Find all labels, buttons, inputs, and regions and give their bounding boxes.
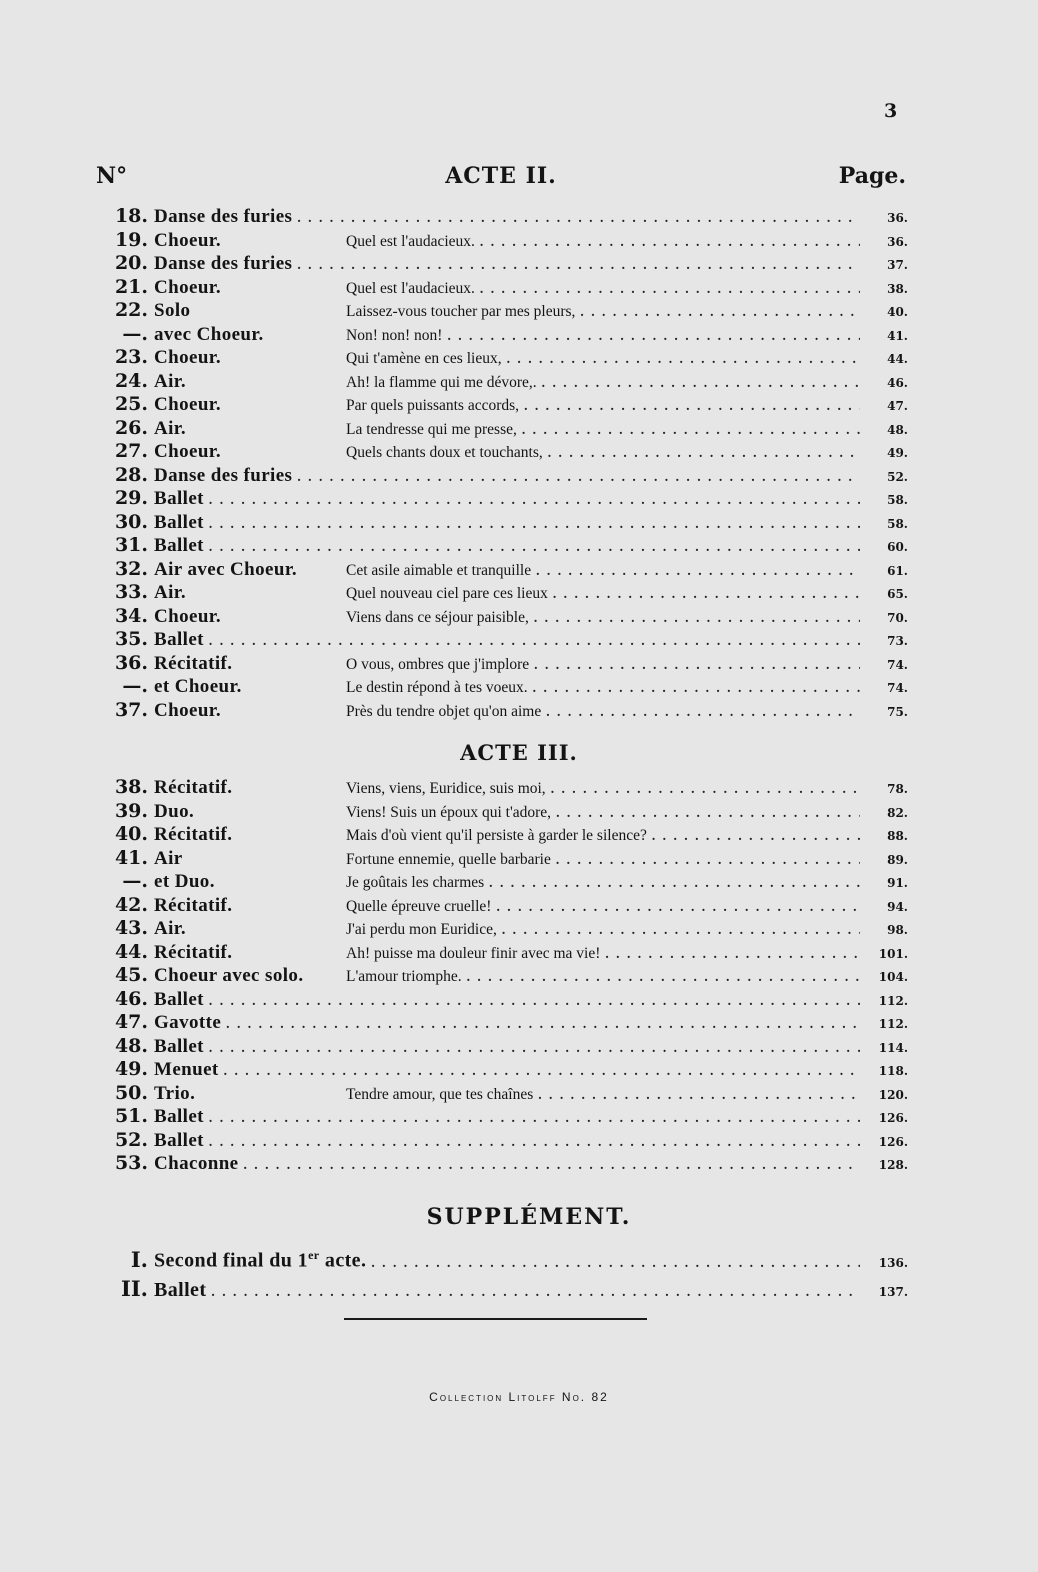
dot-leader [532,676,860,700]
toc-entry [96,323,908,347]
number-column-label: N° [96,163,128,189]
entry-page: 98. [887,923,908,937]
entry-incipit: Mais d'où vient qu'il persiste à garder le silence? [346,827,647,844]
dot-leader [208,989,860,1013]
entry-incipit: La tendresse qui me presse, [346,420,517,438]
entry-title: Choeur. [154,605,222,627]
entry-title: Air. [154,417,187,439]
entry-page: 70. [887,610,908,625]
dot-leader [296,253,860,277]
entry-number: 44. [114,940,148,963]
entry-number: I. [130,1246,148,1272]
entry-page: 52. [887,469,908,484]
toc-entry [96,988,908,1012]
toc-entry [96,440,908,464]
toc-entry [96,1082,908,1106]
entry-number: 31. [114,534,148,556]
entry-title: Gavotte [154,1012,222,1033]
dot-leader [208,535,860,559]
entry-title: Air avec Choeur. [154,558,298,580]
dot-leader [545,700,860,724]
entry-number: 22. [114,299,148,321]
entry-number: 18. [114,205,148,227]
dot-leader [552,582,860,606]
entry-page: 112. [878,993,908,1008]
collection-footer: Collection Litolff No. 82 [429,1390,609,1404]
entry-incipit: Le destin répond à tes voeux. [346,679,528,696]
entry-title: Danse des furies [154,464,293,486]
entry-title: Ballet [154,988,204,1010]
entry-title: Air. [154,370,187,392]
entry-title: Air. [154,918,187,939]
dot-leader [208,1036,860,1060]
entry-page: 41. [887,328,908,343]
dot-leader [446,324,860,348]
toc-entry [96,252,908,276]
entry-title: Ballet [154,1279,207,1301]
toc-entry [96,417,908,441]
entry-page: 118. [878,1064,908,1078]
entry-page: 48. [887,422,908,437]
toc-entry [96,847,908,871]
entry-incipit: Ah! la flamme qui me dévore,. [346,373,537,391]
entry-incipit: Tendre amour, que tes chaînes [346,1085,534,1103]
dot-leader [479,277,860,301]
entry-number: 47. [114,1011,148,1033]
entry-title: et Duo. [154,871,215,892]
entry-title: Trio. [154,1082,196,1104]
dot-leader [604,942,860,966]
dot-leader [208,488,860,512]
entry-incipit: Je goûtais les charmes [346,874,485,891]
entry-page: 36. [887,234,908,249]
dot-leader [550,777,860,801]
dot-leader [296,206,860,230]
dot-leader [521,418,860,442]
dot-leader [541,371,860,395]
toc-entry [96,1105,908,1129]
dot-leader [210,1274,860,1308]
entry-page: 120. [878,1087,908,1102]
toc-entry [96,1011,908,1035]
toc-entry [96,558,908,582]
act-2-heading: ACTE II. [445,163,557,189]
entry-page: 101. [878,946,908,961]
toc-entry [96,628,908,652]
entry-page: 44. [887,352,908,366]
entry-page: 137. [878,1285,908,1299]
toc-entry [96,370,908,394]
toc-entry [96,487,908,511]
toc-entry [96,675,908,699]
entry-page: 112. [878,1017,908,1031]
entry-title: avec Choeur. [154,323,264,345]
entry-number: 26. [114,416,148,439]
dot-leader [501,918,860,942]
page-number: 3 [884,100,898,122]
entry-page: 73. [887,634,908,648]
toc-entry [96,894,908,918]
dot-leader [547,441,860,465]
entry-incipit: Viens, viens, Euridice, suis moi, [346,780,546,797]
entry-page: 114. [878,1040,908,1055]
entry-number: 24. [114,369,148,392]
entry-number: 45. [114,964,148,986]
entry-title: Récitatif. [154,894,233,916]
toc-entry [96,1238,908,1272]
entry-page: 128. [878,1158,908,1172]
entry-page: 104. [878,970,908,984]
entry-number: 43. [114,917,148,939]
dot-leader [208,1130,860,1154]
dot-leader [208,629,860,653]
entry-title: Ballet [154,511,204,533]
dot-leader [533,653,860,677]
entry-number: —. [122,322,148,345]
entry-page: 78. [887,782,908,796]
entry-incipit: Non! non! non! [346,326,443,344]
entry-incipit: Viens! Suis un époux qui t'adore, [346,803,552,821]
toc-entry [96,652,908,676]
dot-leader [223,1059,860,1083]
toc-entry [96,917,908,941]
entry-incipit: Quel est l'audacieux. [346,279,475,297]
toc-entry [96,964,908,988]
toc-entry [96,941,908,965]
entry-title: Choeur avec solo. [154,965,304,986]
entry-page: 88. [887,829,908,843]
entry-number: 46. [114,987,148,1010]
entry-number: 32. [114,557,148,580]
toc-entry [96,870,908,894]
entry-number: 30. [114,510,148,533]
entry-title: Ballet [154,488,204,509]
entry-number: 41. [114,846,148,869]
entry-title: Choeur. [154,347,222,368]
entry-title: Ballet [154,1035,204,1057]
entry-number: 20. [114,252,148,274]
dot-leader [533,606,860,630]
entry-page: 126. [878,1134,908,1149]
entry-incipit: O vous, ombres que j'implore [346,655,530,673]
entry-page: 136. [878,1255,908,1270]
toc-entry [96,276,908,300]
entry-title: Second final du 1er acte. [154,1248,367,1272]
entry-incipit: J'ai perdu mon Euridice, [346,921,497,938]
divider-rule [344,1318,647,1320]
dot-leader [208,1106,860,1130]
toc-entry [96,346,908,370]
entry-title: Air. [154,582,187,603]
toc-entry [96,1058,908,1082]
entry-page: 75. [887,704,908,719]
entry-number: 52. [114,1128,148,1151]
entry-page: 36. [887,211,908,225]
entry-title: Ballet [154,535,204,556]
entry-page: 49. [887,446,908,460]
toc-entry [96,205,908,229]
entry-number: 40. [114,823,148,845]
entry-number: 25. [114,393,148,415]
dot-leader [208,512,860,536]
entry-incipit: Qui t'amène en ces lieux, [346,350,502,367]
entry-number: 39. [114,799,148,822]
entry-page: 94. [887,899,908,914]
dot-leader [479,230,860,254]
entry-incipit: Près du tendre objet qu'on aime [346,702,542,720]
entry-number: II. [121,1276,148,1301]
toc-entry [96,229,908,253]
entry-number: 23. [114,346,148,368]
dot-leader [488,871,860,895]
entry-number: 34. [114,604,148,627]
entry-number: 29. [114,487,148,509]
entry-page: 46. [887,375,908,390]
dot-leader [555,801,860,825]
entry-page: 47. [887,399,908,413]
entry-number: 48. [114,1034,148,1057]
entry-page: 38. [887,281,908,296]
entry-title: Choeur. [154,394,222,415]
entry-number: 21. [114,275,148,298]
entry-page: 126. [878,1111,908,1125]
entry-title: et Choeur. [154,676,242,697]
entry-title: Récitatif. [154,777,233,798]
page-column-label: Page. [838,163,906,189]
entry-title: Danse des furies [154,206,293,227]
supplement-entries [96,1238,908,1306]
entry-incipit: Par quels puissants accords, [346,397,520,414]
entry-page: 40. [887,305,908,319]
entry-title: Menuet [154,1059,219,1080]
act-3-heading: ACTE III. [460,740,578,765]
toc-entry [96,776,908,800]
entry-title: Air [154,847,183,869]
toc-entry [96,699,908,723]
entry-title: Récitatif. [154,824,233,845]
toc-entry [96,823,908,847]
dot-leader [523,394,860,418]
entry-incipit: Quels chants doux et touchants, [346,444,543,461]
entry-page: 58. [887,493,908,507]
act-2-entries [96,205,908,722]
toc-header [96,163,906,193]
entry-title: Récitatif. [154,941,233,963]
entry-incipit: Quel est l'audacieux. [346,232,475,250]
entry-incipit: Cet asile aimable et tranquille [346,561,532,579]
toc-entry [96,800,908,824]
entry-title: Ballet [154,1106,204,1127]
entry-number: 50. [114,1081,148,1104]
entry-incipit: L'amour triomphe. [346,968,462,985]
dot-leader [555,848,860,872]
entry-number: —. [122,675,148,697]
toc-entry [96,464,908,488]
entry-incipit: Quelle épreuve cruelle! [346,897,492,915]
entry-incipit: Viens dans ce séjour paisible, [346,608,529,626]
entry-page: 82. [887,805,908,820]
entry-number: 36. [114,651,148,674]
act-3-entries [96,776,908,1176]
toc-entry [96,1272,908,1306]
entry-page: 89. [887,852,908,867]
supplement-heading: SUPPLÉMENT. [426,1204,632,1230]
entry-number: 53. [114,1152,148,1174]
entry-number: 35. [114,628,148,650]
toc-entry [96,534,908,558]
entry-number: 49. [114,1058,148,1080]
entry-number: —. [122,870,148,892]
toc-entry [96,393,908,417]
entry-page: 74. [887,681,908,695]
entry-page: 60. [887,540,908,554]
entry-title: Choeur. [154,229,222,251]
toc-entry [96,1035,908,1059]
entry-incipit: Quel nouveau ciel pare ces lieux [346,585,548,602]
entry-page: 65. [887,587,908,601]
entry-page: 74. [887,657,908,672]
entry-title: Ballet [154,629,204,650]
dot-leader [535,559,860,583]
dot-leader [243,1153,861,1177]
dot-leader [579,300,860,324]
dot-leader [296,465,860,489]
entry-title: Ballet [154,1129,204,1151]
entry-title: Choeur. [154,276,222,298]
toc-entry [96,605,908,629]
dot-leader [495,895,860,919]
entry-incipit: Fortune ennemie, quelle barbarie [346,850,551,868]
entry-title: Danse des furies [154,253,293,274]
dot-leader [537,1083,860,1107]
toc-entry [96,1129,908,1153]
entry-title: Choeur. [154,441,222,462]
toc-entry [96,299,908,323]
entry-number: 37. [114,698,148,721]
entry-number: 27. [114,440,148,462]
entry-number: 38. [114,776,148,798]
toc-entry [96,581,908,605]
entry-number: 28. [114,463,148,486]
entry-page: 58. [887,516,908,531]
entry-number: 51. [114,1105,148,1127]
entry-page: 61. [887,563,908,578]
dot-leader [466,965,860,989]
dot-leader [506,347,860,371]
entry-page: 91. [887,876,908,890]
entry-title: Récitatif. [154,652,233,674]
entry-title: Solo [154,300,191,321]
entry-title: Duo. [154,800,195,822]
entry-incipit: Laissez-vous toucher par mes pleurs, [346,303,576,320]
dot-leader [225,1012,860,1036]
dot-leader [651,824,860,848]
entry-number: 33. [114,581,148,603]
entry-number: 19. [114,228,148,251]
toc-entry [96,511,908,535]
entry-incipit: Ah! puisse ma douleur finir avec ma vie! [346,944,601,962]
entry-page: 37. [887,258,908,272]
entry-number: 42. [114,893,148,916]
entry-title: Chaconne [154,1153,239,1174]
toc-entry [96,1152,908,1176]
entry-title: Choeur. [154,699,222,721]
